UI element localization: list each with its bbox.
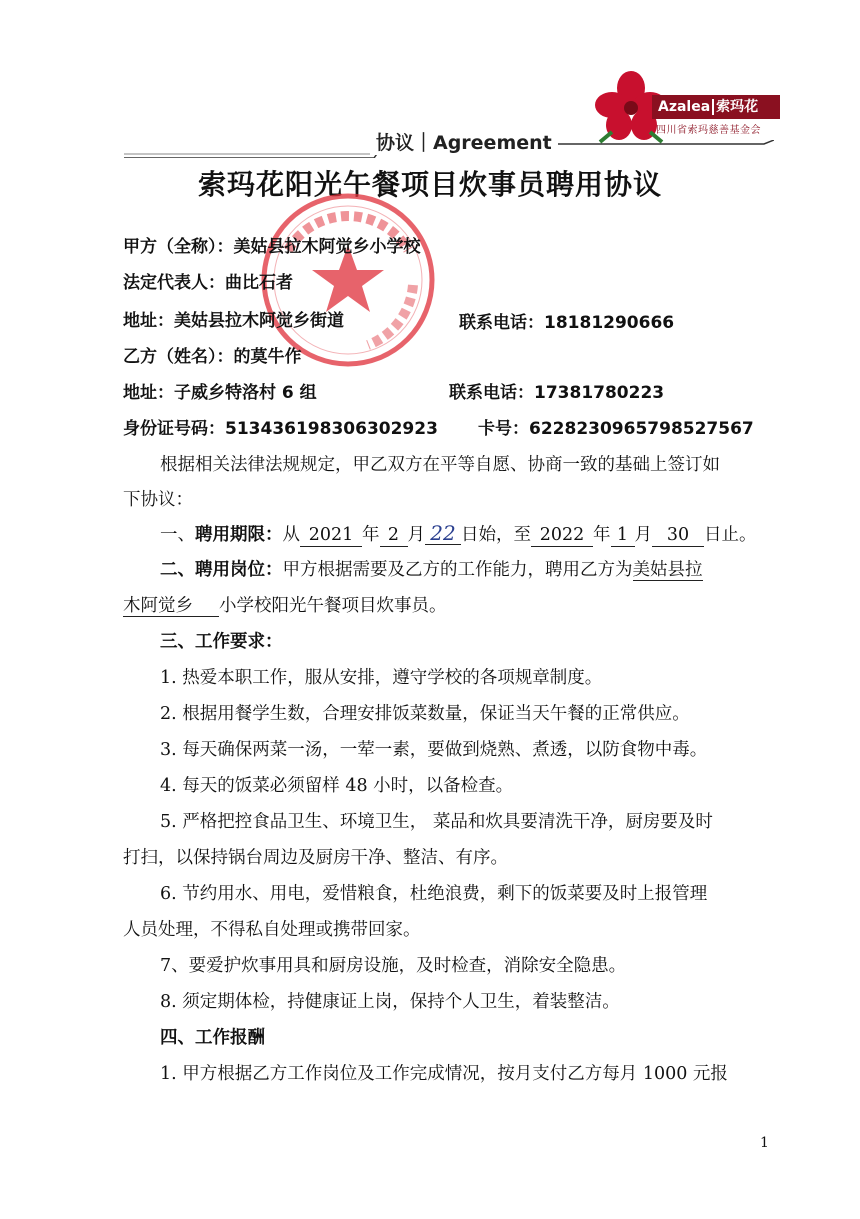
section-4-title: 四、工作报酬: [160, 1028, 265, 1048]
party-b-phone-label: 联系电话：: [449, 383, 534, 403]
compensation-item-1: 1. 甲方根据乙方工作岗位及工作完成情况，按月支付乙方每月 1000 元报: [160, 1064, 728, 1084]
party-a-phone: 18181290666: [544, 313, 675, 333]
document-title: 索玛花阳光午餐项目炊事员聘用协议: [197, 168, 662, 201]
section-1-number: 一、: [160, 525, 195, 545]
party-b-address-label: 地址：: [123, 383, 174, 403]
section-2-text-2: 小学校阳光午餐项目炊事员。: [219, 596, 447, 616]
requirement-item-5: 5. 严格把控食品卫生、环境卫生， 菜品和炊具要清洗干净，厨房要及时: [160, 812, 713, 832]
agreement-band-label: 协议｜Agreement: [370, 128, 558, 155]
party-a-name: 美姑县拉木阿觉乡小学校: [233, 237, 421, 257]
section-term-line: [160, 521, 757, 547]
logo-org-name: 四川省索玛慈善基金会: [656, 125, 761, 136]
term-middle-text: 日始，至: [461, 525, 531, 545]
party-a-phone-label: 联系电话：: [459, 313, 544, 333]
requirement-item-4: 4. 每天的饭菜必须留样 48 小时，以备检查。: [160, 776, 514, 796]
section-2-title: 二、聘用岗位：: [160, 560, 283, 580]
requirement-item-6-cont: 人员处理，不得私自处理或携带回家。: [123, 920, 421, 940]
party-a-label: 甲方（全称）：: [123, 237, 234, 257]
end-day: 30: [652, 524, 704, 547]
logo-brand-cn: 索玛花: [716, 99, 759, 115]
section-position-line-1: [160, 556, 703, 581]
id-number-line: [123, 414, 438, 439]
legal-rep-line: [123, 268, 293, 293]
requirement-item-5-cont: 打扫，以保持锅台周边及厨房干净、整洁、有序。: [123, 848, 508, 868]
bank-card-label: 卡号：: [478, 419, 529, 439]
bank-card-number: 6228230965798527567: [529, 419, 754, 439]
section-position-line-2: [123, 592, 447, 617]
intro-paragraph-line-2: 下协议：: [123, 490, 193, 510]
requirement-item-1: 1. 热爱本职工作，服从安排，遵守学校的各项规章制度。: [160, 668, 603, 688]
logo-brand-bar: [652, 95, 780, 119]
party-b-address-line: [123, 378, 317, 403]
legal-rep-name: 曲比石者: [225, 273, 293, 293]
requirement-item-8: 8. 须定期体检，持健康证上岗，保持个人卫生，着装整洁。: [160, 992, 620, 1012]
logo-brand-en: Azalea: [658, 99, 711, 115]
party-b-line: [123, 342, 302, 367]
party-b-address: 子威乡特洛村 6 组: [174, 383, 317, 403]
term-from-label: 从: [282, 525, 300, 545]
requirement-item-3: 3. 每天确保两菜一汤，一荤一素，要做到烧熟、煮透，以防食物中毒。: [160, 740, 708, 760]
intro-paragraph-line-1: 根据相关法律法规规定，甲乙双方在平等自愿、协商一致的基础上签订如: [160, 455, 720, 475]
party-a-address-label: 地址：: [123, 311, 174, 331]
position-school-fill-1: 美姑县拉: [632, 560, 703, 580]
party-a-address-line: [123, 306, 344, 331]
requirement-item-6: 6. 节约用水、用电，爱惜粮食，杜绝浪费，剩下的饭菜要及时上报管理: [160, 884, 708, 904]
start-month-unit: 月: [407, 525, 425, 545]
foundation-logo: [592, 70, 792, 150]
start-year-unit: 年: [362, 525, 380, 545]
id-number-label: 身份证号码：: [123, 419, 225, 439]
term-end-text: 日止。: [704, 525, 757, 545]
party-b-label: 乙方（姓名）：: [123, 347, 234, 367]
requirement-item-7: 7、要爱护炊事用具和厨房设施，及时检查，消除安全隐患。: [160, 956, 627, 976]
party-a-address: 美姑县拉木阿觉乡街道: [174, 311, 344, 331]
page-number: 1: [760, 1135, 769, 1151]
bank-card-line: [478, 414, 754, 439]
start-day-handwritten: 22: [425, 522, 461, 545]
position-school-fill-2: 木阿觉乡: [123, 596, 219, 617]
party-b-phone-line: [449, 378, 664, 403]
end-year: 2022: [531, 524, 593, 547]
party-b-phone: 17381780223: [534, 383, 665, 403]
requirement-item-2: 2. 根据用餐学生数，合理安排饭菜数量，保证当天午餐的正常供应。: [160, 704, 690, 724]
end-month-unit: 月: [634, 525, 652, 545]
section-1-title: 聘用期限：: [195, 525, 283, 545]
id-number: 513436198306302923: [225, 419, 438, 439]
section-3-title: 三、工作要求：: [160, 632, 283, 652]
party-a-line: [123, 232, 421, 257]
legal-rep-label: 法定代表人：: [123, 273, 225, 293]
section-2-text: 甲方根据需要及乙方的工作能力，聘用乙方为: [282, 560, 633, 580]
end-year-unit: 年: [593, 525, 611, 545]
party-b-name: 的莫牛作: [233, 347, 302, 367]
start-month: 2: [380, 524, 408, 547]
end-month: 1: [611, 524, 635, 547]
start-year: 2021: [300, 524, 362, 547]
party-a-phone-line: [459, 308, 674, 333]
